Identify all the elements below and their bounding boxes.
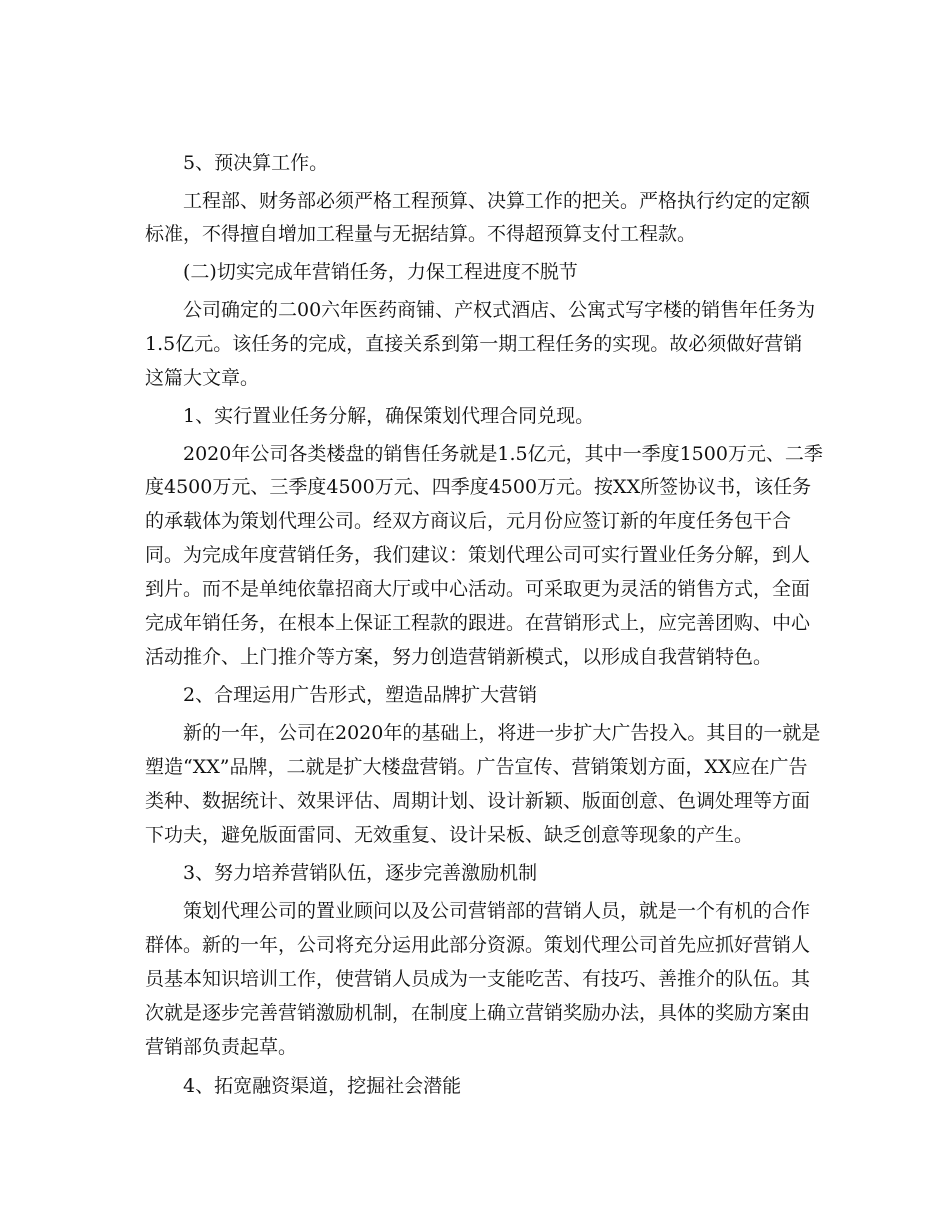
- paragraph-line: 标准，不得擅自增加工程量与无据结算。不得超预算支付工程款。: [145, 223, 697, 245]
- paragraph-line: 活动推介、上门推介等方案，努力创造营销新模式，以形成自我营销特色。: [145, 646, 773, 668]
- paragraph-line: 下功夫，避免版面雷同、无效重复、设计呆板、缺乏创意等现象的产生。: [145, 824, 754, 846]
- paragraph-line: 次就是逐步完善营销激励机制，在制度上确立营销奖励办法，具体的奖励方案由: [145, 1002, 811, 1024]
- paragraph-line: 员基本知识培训工作，使营销人员成为一支能吃苦、有技巧、善推介的队伍。其: [145, 968, 811, 990]
- heading-budget: 5、预决算工作。: [183, 152, 329, 174]
- paragraph-line: 同。为完成年度营销任务，我们建议：策划代理公司可实行置业任务分解，到人: [145, 544, 811, 566]
- paragraph-line: 1.5亿元。该任务的完成，直接关系到第一期工程任务的实现。故必须做好营销: [145, 333, 803, 355]
- paragraph-line: 2020年公司各类楼盘的销售任务就是1.5亿元，其中一季度1500万元、二季: [183, 443, 823, 465]
- paragraph-line: 群体。新的一年，公司将充分运用此部分资源。策划代理公司首先应抓好营销人: [145, 934, 811, 956]
- paragraph-line: 完成年销任务，在根本上保证工程款的跟进。在营销形式上，应完善团购、中心: [145, 612, 811, 634]
- section-heading: (二)切实完成年营销任务，力保工程进度不脱节: [183, 261, 578, 283]
- paragraph-line: 度4500万元、三季度4500万元、四季度4500万元。按XX所签协议书，该任务: [145, 476, 812, 498]
- subheading: 3、努力培养营销队伍，逐步完善激励机制: [183, 862, 538, 884]
- subheading: 1、实行置业任务分解，确保策划代理合同兑现。: [183, 405, 595, 427]
- paragraph-line: 新的一年，公司在2020年的基础上，将进一步扩大广告投入。其目的一就是: [183, 722, 821, 744]
- paragraph-line: 到片。而不是单纯依靠招商大厅或中心活动。可采取更为灵活的销售方式，全面: [145, 578, 811, 600]
- subheading: 4、拓宽融资渠道，挖掘社会潜能: [183, 1075, 462, 1097]
- paragraph-line: 类种、数据统计、效果评估、周期计划、设计新颖、版面创意、色调处理等方面: [145, 790, 811, 812]
- paragraph-line: 的承载体为策划代理公司。经双方商议后，元月份应签订新的年度任务包干合: [145, 510, 792, 532]
- paragraph-line: 工程部、财务部必须严格工程预算、决算工作的把关。严格执行约定的定额: [183, 190, 811, 212]
- subheading: 2、合理运用广告形式，塑造品牌扩大营销: [183, 684, 538, 706]
- paragraph-line: 营销部负责起草。: [145, 1036, 298, 1058]
- paragraph-line: 这篇大文章。: [145, 367, 260, 389]
- paragraph-line: 塑造“XX”品牌，二就是扩大楼盘营销。广告宣传、营销策划方面，XX应在广告: [145, 756, 808, 778]
- paragraph-line: 策划代理公司的置业顾问以及公司营销部的营销人员，就是一个有机的合作: [183, 900, 811, 922]
- paragraph-line: 公司确定的二00六年医药商铺、产权式酒店、公寓式写字楼的销售年任务为: [183, 299, 816, 321]
